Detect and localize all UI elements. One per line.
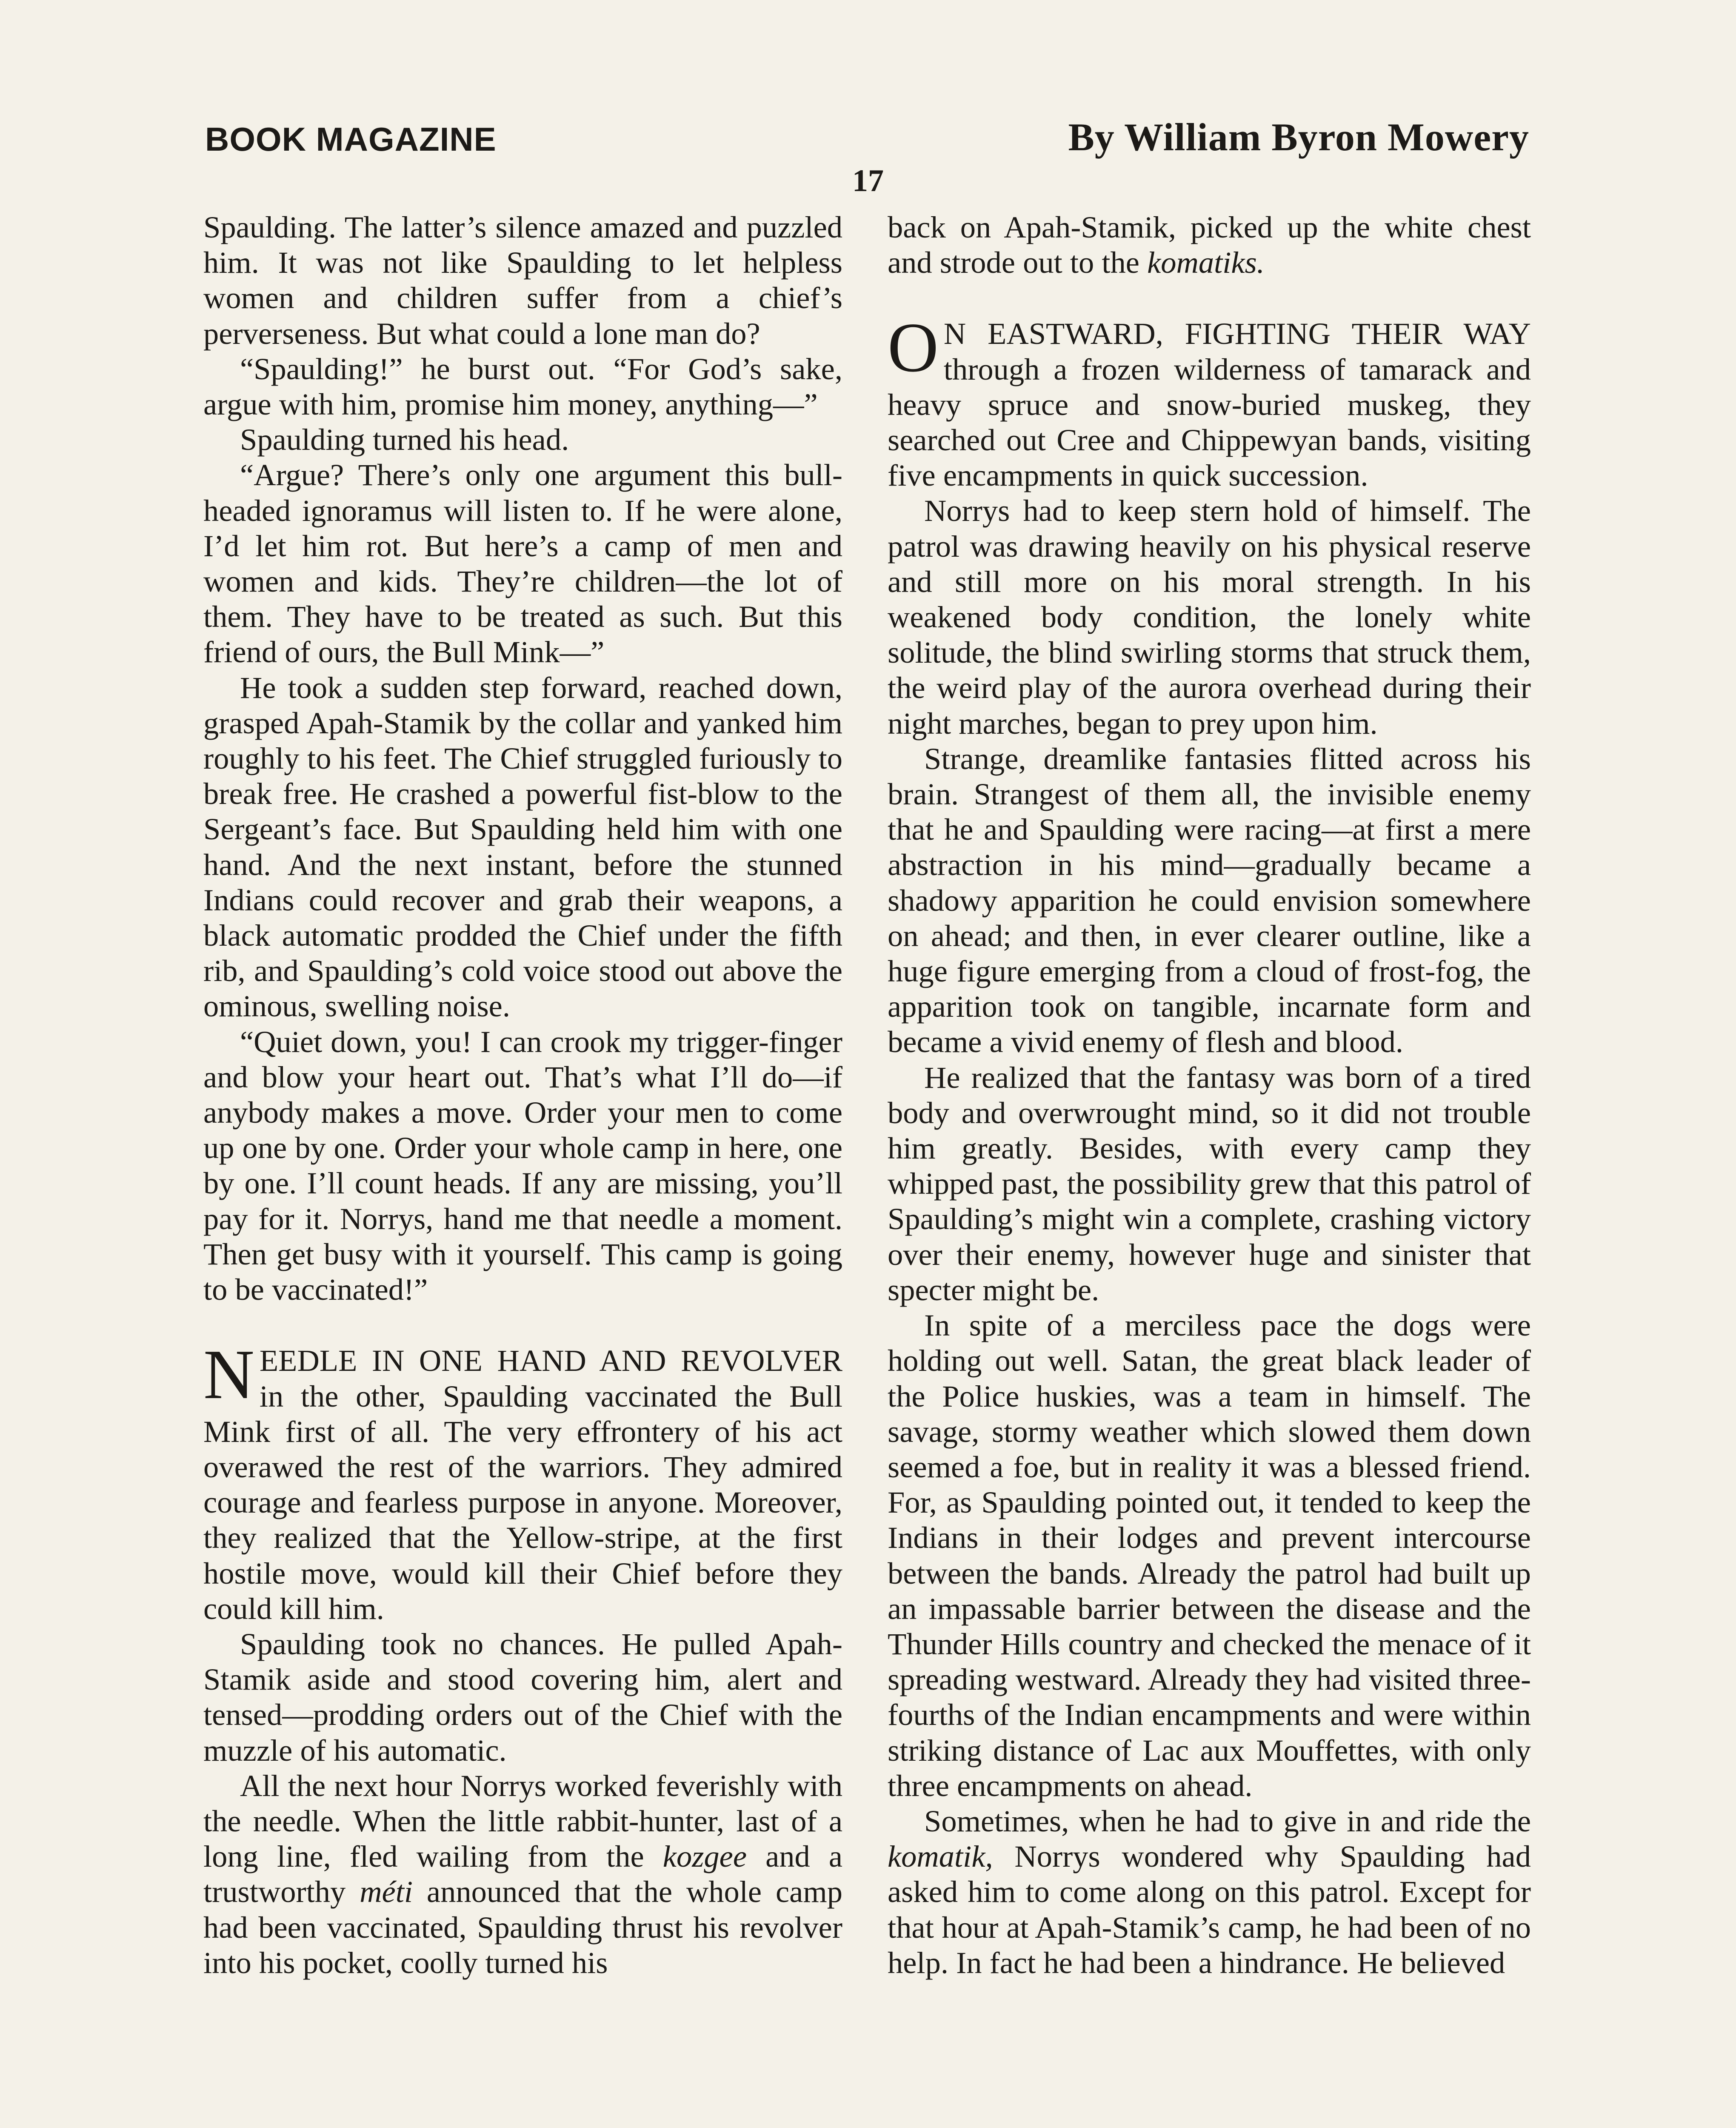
italic-word: kozgee xyxy=(662,1839,747,1874)
paragraph: “Spaulding!” he burst out. “For God’s sake, argue with him, promise him money, anything—” xyxy=(203,351,842,422)
drop-cap: N xyxy=(203,1335,254,1414)
author-byline: By William Byron Mowery xyxy=(1068,115,1529,159)
paragraph: He realized that the fantasy was born of a tired body and overwrought mind, so it did not trouble him greatly. Besides, with every camp they whipped past, the possibility grew that this patrol of Spaulding’s might win a complete, crashing victory over their enemy, however huge and sinister that specter might be. xyxy=(888,1060,1531,1307)
paragraph: Spaulding turned his head. xyxy=(240,422,569,457)
paragraph: In spite of a merciless pace the dogs were holding out well. Satan, the great black leader of the Police huskies, was a team in himself. The savage, stormy weather which slowed them down seemed a foe, but in reality it was a blessed friend. For, as Spaulding pointed out, it tended to keep the Indians in their lodges and prevent intercourse between the bands. Already the patrol had built up an impassable barrier between the disease and the Thunder Hills country and checked the menace of it spreading westward. Already they had visited three-fourths of the Indian encampments and were within striking distance of Lac aux Mouffettes, with only three encampments on ahead. xyxy=(888,1308,1531,1803)
paragraph: “Argue? There’s only one argument this bull-headed ignoramus will listen to. If he were alone, I’d let him rot. But here’s a camp of men and women and kids. They’re children—the lot of them. They have to be treated as such. But this friend of ours, the Bull Mink—” xyxy=(203,458,842,669)
left-column xyxy=(203,209,842,1980)
paragraph xyxy=(203,1768,842,1980)
paragraph xyxy=(888,1803,1531,1980)
paragraph: Strange, dreamlike fantasies flitted across his brain. Strangest of them all, the invisible enemy that he and Spaulding were racing—at first a mere abstraction in his mind—gradually became a shadowy apparition he could envision somewhere on ahead; and then, in ever clearer outline, like a huge figure emerging from a cloud of frost-fog, the apparition took on tangible, incarnate form and became a vivid enemy of flesh and blood. xyxy=(888,741,1531,1059)
paragraph-text: and a trustworthy xyxy=(203,1839,843,1909)
section-paragraph xyxy=(203,1335,842,1626)
drop-cap: O xyxy=(888,308,939,387)
paragraph: He took a sudden step forward, reached down, grasped Apah-Stamik by the collar and yanked him roughly to his feet. The Chief struggled furiously to break free. He crashed a powerful fist-blow to the Sergeant’s face. But Spaulding held him with one hand. And the next instant, before the stunned Indians could recover and grab their weapons, a black automatic prodded the Chief under the fifth rib, and Spaulding’s cold voice stood out above the ominous, swelling noise. xyxy=(203,670,842,1024)
right-column xyxy=(888,209,1531,1980)
paragraph: Norrys had to keep stern hold of himself. The patrol was drawing heavily on his physical reserve and still more on his moral strength. In his weakened body condition, the lonely white solitude, the blind swirling storms that struck them, the weird play of the aurora overhead during their night marches, began to prey upon him. xyxy=(888,493,1531,741)
paragraph-text: announced that the whole camp had been vaccinated, Spaulding thrust his revolver into his pocket, coolly turned his xyxy=(203,1874,842,1980)
italic-word: komatiks. xyxy=(1147,245,1265,280)
paragraph xyxy=(888,209,1531,280)
section-paragraph xyxy=(888,308,1531,493)
paragraph-text: N eastward, fighting their way through a frozen wilderness of tamarack and heavy spruce and snow-buried muskeg, they searched out Cree and Chippewyan bands, visiting five encampments in quick succession. xyxy=(888,316,1531,493)
paragraph-text: Sometimes, when he had to give in and ride the xyxy=(924,1803,1531,1838)
paragraph-text: All the next hour Norrys worked feverishly with the needle. When the little rabbit-hunter, last of a long line, fled wailing from the xyxy=(203,1768,842,1874)
italic-word: komatik, xyxy=(888,1839,993,1874)
paragraph-text: EEDLE in one hand and revolver in the other, Spaulding vaccinated the Bull Mink first of all. The very effrontery of his act overawed the rest of the warriors. They admired courage and fearless purpose in anyone. Moreover, they realized that the Yellow-stripe, at the first hostile move, would kill their Chief before they could kill him. xyxy=(203,1343,842,1626)
page-number: 17 xyxy=(852,163,884,198)
paragraph: Spaulding took no chances. He pulled Apah-Stamik aside and stood covering him, alert and tensed—prodding orders out of the Chief with the muzzle of his automatic. xyxy=(203,1626,842,1768)
italic-word: méti xyxy=(360,1874,413,1909)
paragraph: Spaulding. The latter’s silence amazed and puzzled him. It was not like Spaulding to let helpless women and children suffer from a chief’s perverseness. But what could a lone man do? xyxy=(203,210,842,351)
paragraph-text: Norrys wondered why Spaulding had asked him to come along on this patrol. Except for that hour at Apah-Stamik’s camp, he had been of no help. In fact he had been a hindrance. He believed xyxy=(888,1839,1531,1980)
paragraph: “Quiet down, you! I can crook my trigger-finger and blow your heart out. That’s what I’ll do—if anybody makes a move. Order your men to come up one by one. Order your whole camp in here, one by one. I’ll count heads. If any are missing, you’ll pay for it. Norrys, hand me that needle a moment. Then get busy with it yourself. This camp is going to be vaccinated!” xyxy=(203,1024,842,1307)
paragraph-text: back on Apah-Stamik, picked up the white chest and strode out to the xyxy=(888,210,1531,280)
magazine-title: BOOK MAGAZINE xyxy=(205,120,497,158)
